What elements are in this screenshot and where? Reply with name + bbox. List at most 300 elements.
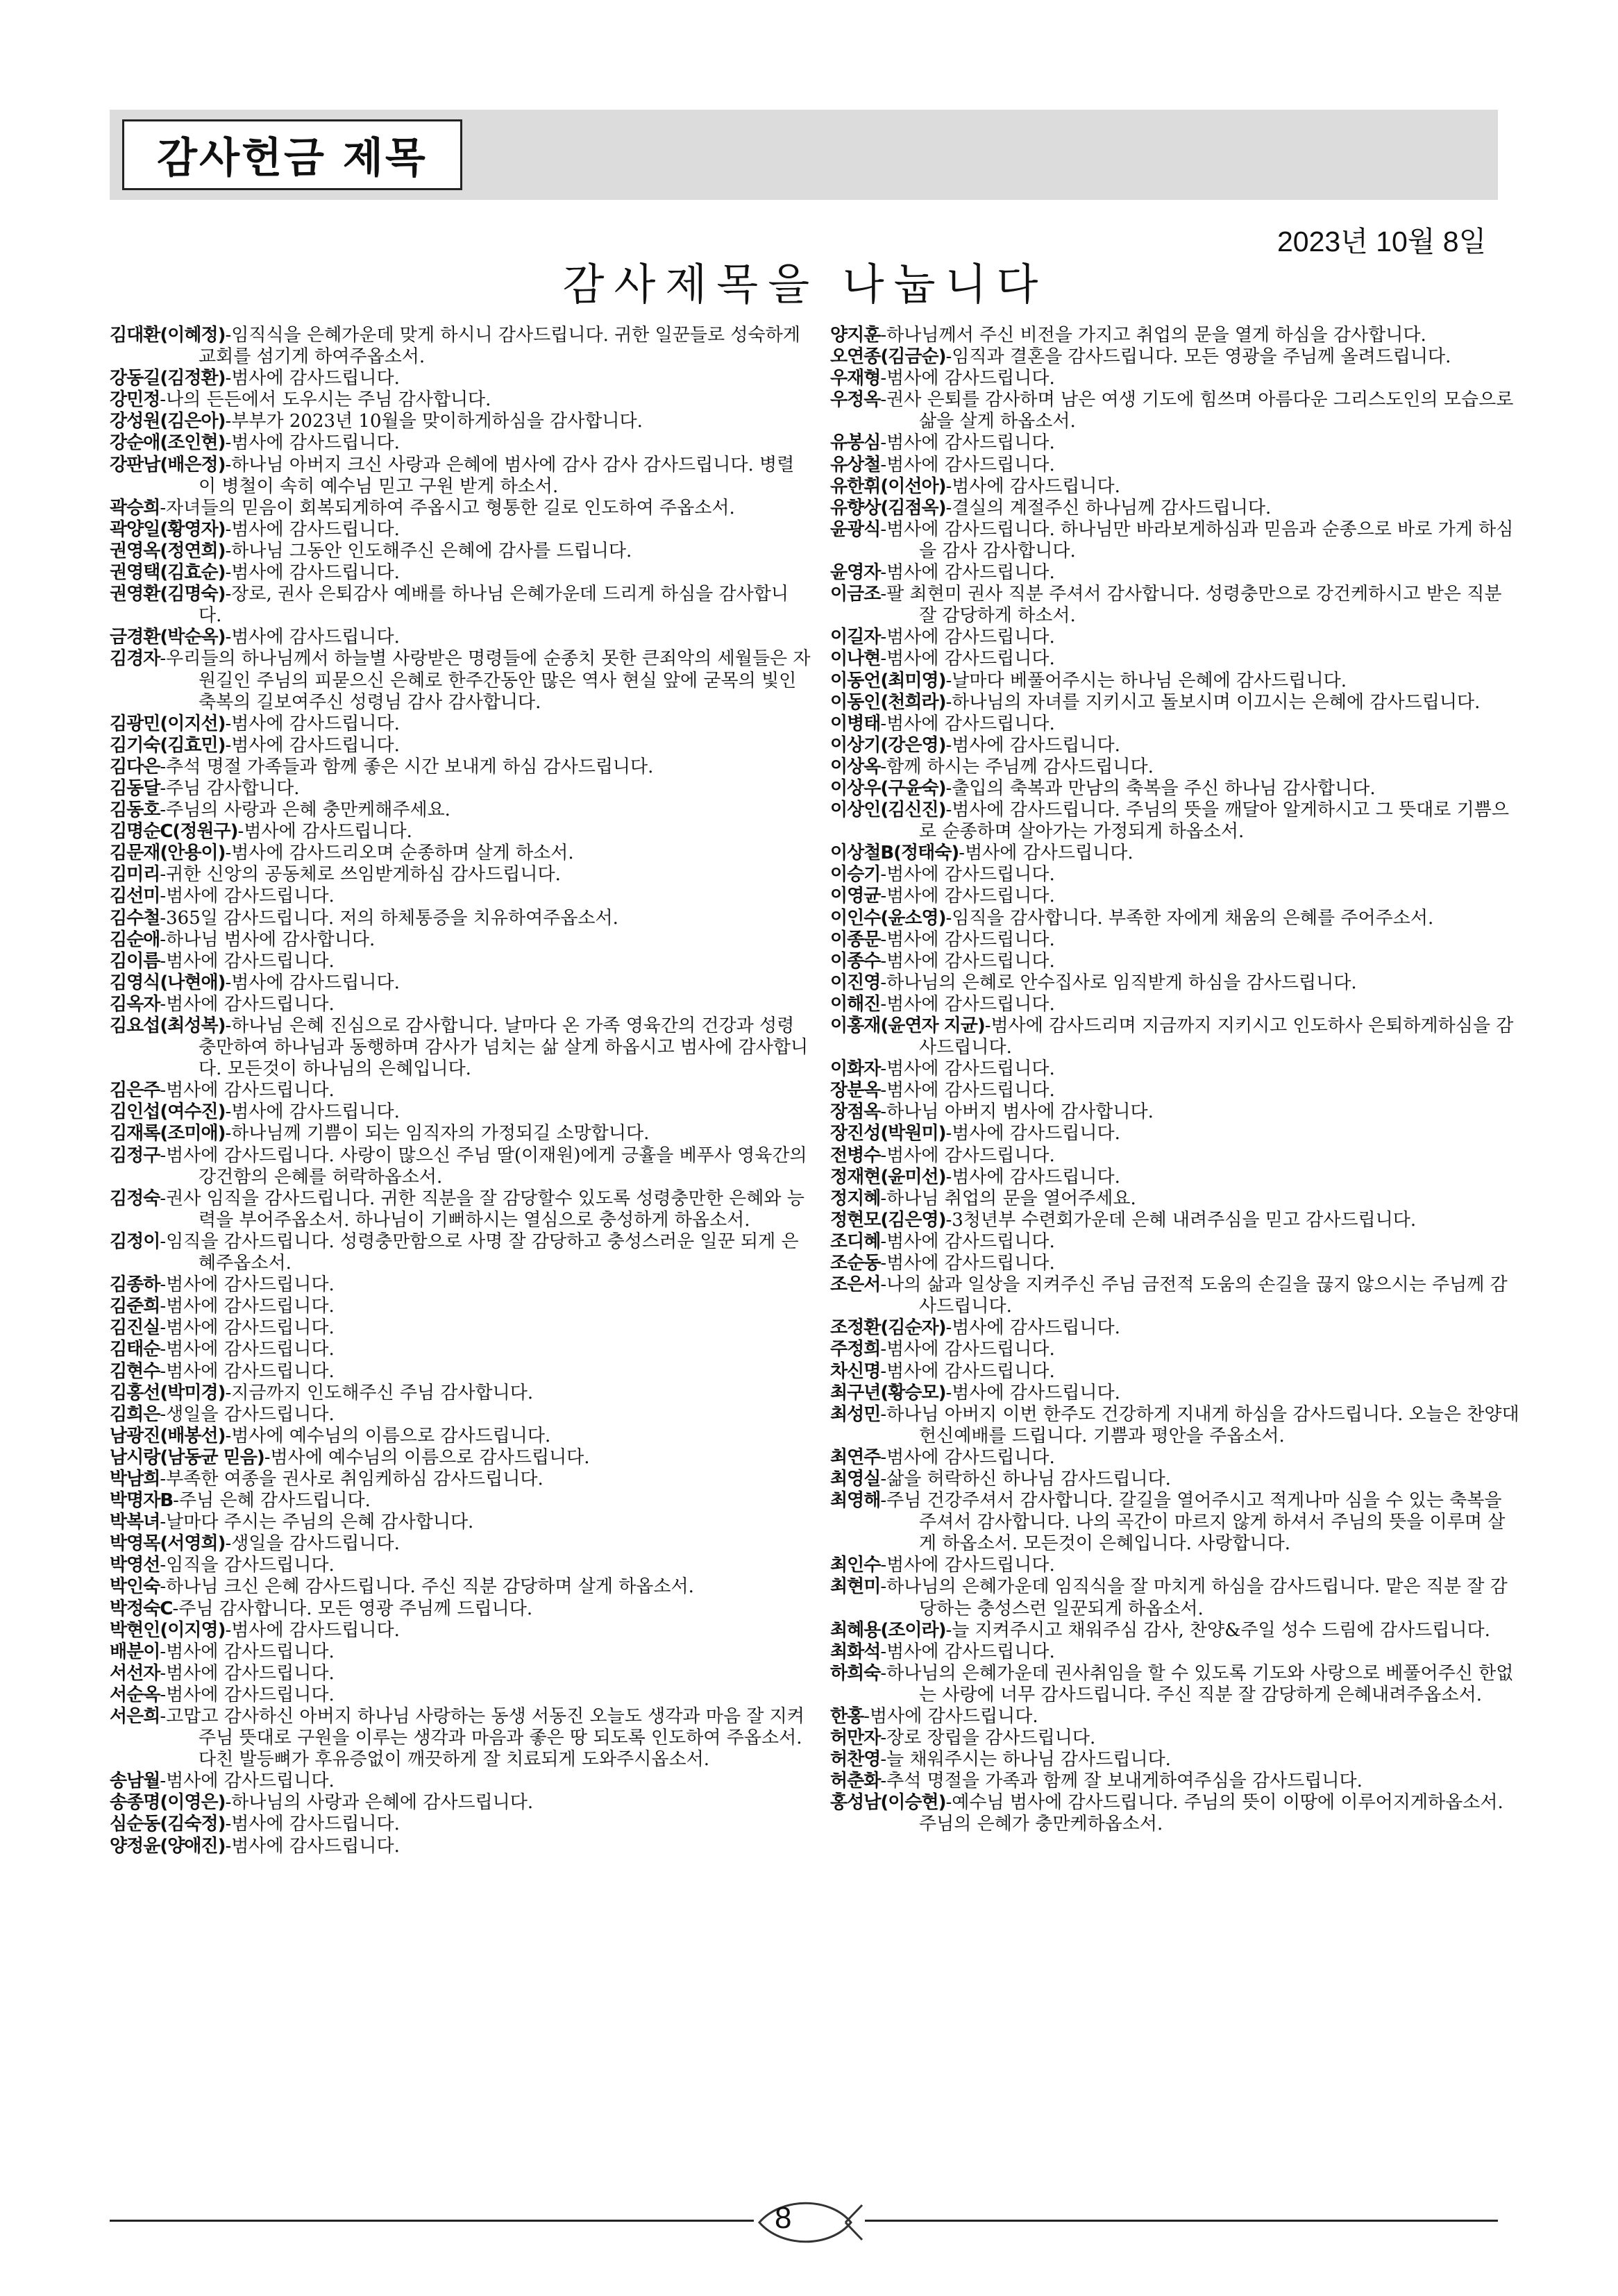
entry-text: -주님 은혜 감사드립니다. [173, 1490, 371, 1512]
entry-text: -범사에 감사드립니다. [880, 1360, 1055, 1382]
entry-name: 허만자 [830, 1728, 881, 1749]
thanksgiving-entry [110, 1015, 811, 1080]
entry-name: 김다은 [110, 756, 160, 777]
entry-text: -하나님의 은혜가운데 임직식을 잘 마치게 하심을 감사드립니다. 맡은 직분 잘 감당하는 충성스런 일꾼되게 하옵소서. [880, 1576, 1508, 1619]
thanksgiving-entry [110, 757, 811, 778]
thanksgiving-entry [830, 1274, 1521, 1317]
entry-name: 조디혜 [830, 1231, 881, 1252]
entry-text: -범사에 감사드립니다. [160, 1339, 335, 1360]
title-box [122, 119, 462, 190]
entry-name: 권영택(김효순) [110, 562, 226, 584]
thanksgiving-entry [110, 1576, 811, 1598]
thanksgiving-entry [110, 1620, 811, 1641]
entry-name: 장점옥 [830, 1101, 881, 1123]
thanksgiving-entry [830, 1749, 1521, 1771]
thanksgiving-entry [110, 1123, 811, 1145]
entry-text: -범사에 감사드립니다. [880, 1446, 1055, 1468]
thanksgiving-entry [830, 1447, 1521, 1469]
thanksgiving-entry [830, 1231, 1521, 1253]
entry-text: -범사에 감사드립니다. [945, 1382, 1120, 1403]
entry-name: 최영해 [830, 1490, 881, 1512]
thanksgiving-entry [830, 843, 1521, 864]
entry-name: 김선미 [110, 886, 160, 907]
entry-text: -범사에 감사드립니다. [880, 864, 1055, 886]
thanksgiving-entry [830, 1728, 1521, 1749]
thanksgiving-entry [830, 1015, 1521, 1058]
entry-text: -범사에 감사드립니다. [880, 993, 1055, 1015]
entry-name: 윤영자 [830, 562, 881, 584]
entry-name: 양지훈 [830, 325, 881, 346]
entry-name: 최혜용(조이라) [830, 1619, 946, 1641]
thanksgiving-entry [110, 1231, 811, 1274]
entry-name: 김이름 [110, 950, 160, 972]
thanksgiving-entry [830, 1771, 1521, 1792]
entry-text: -범사에 감사드립니다. [945, 1317, 1120, 1339]
thanksgiving-entry [110, 1296, 811, 1317]
entry-text: -하나님 취업의 문을 열어주세요. [880, 1188, 1136, 1209]
entry-name: 이동인(천희라) [830, 691, 946, 713]
thanksgiving-entry [110, 1361, 811, 1383]
entry-name: 우정옥 [830, 389, 881, 411]
thanksgiving-entry [830, 714, 1521, 735]
entry-text: -생일을 감사드립니다. [160, 1403, 335, 1425]
thanksgiving-entry [110, 1317, 811, 1339]
entry-text: -범사에 감사드립니다. [225, 518, 400, 540]
entry-text: -하나님 은혜 진심으로 감사합니다. 날마다 온 가족 영육간의 건강과 성령충만하여 하나님과 동행하며 감사가 넘치는 삶 살게 하옵시고 범사에 감사합니다. 모든것이 하나님의 은혜입니다. [199, 1015, 809, 1080]
entry-name: 권영옥(정연희) [110, 540, 226, 562]
entry-name: 김홍선(박미경) [110, 1382, 226, 1403]
entry-text: -하나님 아버지 범사에 감사합니다. [880, 1101, 1154, 1123]
thanksgiving-entry [830, 1555, 1521, 1576]
entry-text: -범사에 감사드립니다. [160, 1274, 335, 1296]
thanksgiving-entry [110, 389, 811, 411]
entry-text: -하나님 아버지 크신 사랑과 은혜에 범사에 감사 감사 감사드립니다. 병렬이 병철이 속히 예수님 믿고 구원 받게 하소서. [199, 454, 795, 497]
entry-name: 박정숙C [110, 1598, 173, 1619]
entry-name: 김대환(이혜정) [110, 325, 226, 346]
entry-name: 박명자B [110, 1490, 174, 1512]
entry-text: -늘 채워주시는 하나님 감사드립니다. [880, 1749, 1171, 1771]
entry-name: 하희숙 [830, 1662, 881, 1684]
entry-name: 곽양일(황영자) [110, 518, 226, 540]
entry-text: -범사에 감사드립니다. [880, 713, 1055, 734]
thanksgiving-entry [830, 778, 1521, 800]
thanksgiving-entry [110, 1469, 811, 1490]
entry-name: 김순애 [110, 929, 160, 950]
entry-name: 이종수 [830, 950, 881, 972]
entry-name: 서순옥 [110, 1684, 160, 1705]
entry-name: 박인숙 [110, 1576, 160, 1598]
entry-name: 금경환(박순옥) [110, 627, 226, 648]
entry-text: -범사에 감사드립니다. [160, 1317, 335, 1339]
thanksgiving-entry [110, 1490, 811, 1512]
entry-name: 김미리 [110, 864, 160, 886]
entry-text: -범사에 감사드립니다. [160, 1080, 335, 1101]
entry-name: 정재현(윤미선) [830, 1166, 946, 1188]
entry-name: 이상인(김신진) [830, 800, 946, 821]
entry-text: -범사에 감사드립니다. [160, 1662, 335, 1684]
entry-text: -결실의 계절주신 하나님께 감사드립니다. [945, 497, 1272, 518]
thanksgiving-entry [110, 1447, 811, 1469]
thanksgiving-entry [830, 757, 1521, 778]
thanksgiving-entry [110, 562, 811, 584]
entry-text: -나의 삶과 일상을 지켜주신 주님 금전적 도움의 손길을 끊지 않으시는 주님께 감사드립니다. [880, 1274, 1508, 1317]
thanksgiving-entry [830, 1145, 1521, 1167]
entry-text: -범사에 감사드립니다. [880, 627, 1055, 648]
entry-text: -날마다 주시는 주님의 은혜 감사합니다. [160, 1512, 474, 1533]
thanksgiving-entry [830, 1080, 1521, 1101]
entry-name: 김재록(조미애) [110, 1123, 226, 1145]
thanksgiving-entry [110, 1706, 811, 1771]
entry-text: -범사에 감사드립니다. [225, 1814, 400, 1835]
thanksgiving-entry [830, 1123, 1521, 1145]
entry-name: 박남희 [110, 1468, 160, 1489]
entry-name: 차신명 [830, 1360, 881, 1382]
page-number-badge [754, 2195, 865, 2249]
thanksgiving-entry [830, 1706, 1521, 1728]
entry-text: -범사에 감사드립니다. [880, 1231, 1055, 1252]
entry-name: 최구년(황승모) [830, 1382, 946, 1403]
thanksgiving-entry [110, 800, 811, 821]
thanksgiving-entry [830, 1383, 1521, 1404]
thanksgiving-entry [110, 541, 811, 562]
entry-text: -추석 명절 가족들과 함께 좋은 시간 보내게 하심 감사드립니다. [160, 756, 654, 777]
entry-text: -범사에 감사드립니다. [945, 734, 1120, 756]
thanksgiving-entry [110, 584, 811, 627]
entry-name: 이상기(강은영) [830, 734, 946, 756]
entry-name: 장진성(박원미) [830, 1123, 946, 1145]
subtitle: 감사제목을 나눕니다 [562, 259, 1048, 310]
thanksgiving-entry [110, 929, 811, 951]
page-title: 감사헌금 제목 [157, 134, 428, 183]
thanksgiving-entry [110, 886, 811, 907]
entry-name: 조순동 [830, 1253, 881, 1274]
thanksgiving-entry [830, 670, 1521, 692]
thanksgiving-entry [830, 519, 1521, 562]
entry-name: 조은서 [830, 1274, 881, 1296]
entry-text: -하나님 범사에 감사합니다. [160, 929, 376, 950]
entry-text: -주님의 사랑과 은혜 충만케해주세요. [160, 800, 450, 821]
thanksgiving-entry [830, 908, 1521, 929]
thanksgiving-entry [110, 368, 811, 389]
entry-text: -범사에 감사드립니다. [880, 432, 1055, 454]
entry-name: 최성민 [830, 1403, 881, 1425]
thanksgiving-entry [110, 1080, 811, 1101]
thanksgiving-entry [110, 1555, 811, 1576]
entry-name: 이나현 [830, 648, 881, 670]
entry-name: 김희은 [110, 1403, 160, 1425]
date: 2023년 10월 8일 [1277, 226, 1487, 258]
entry-text: -장로 장립을 감사드립니다. [880, 1728, 1096, 1749]
thanksgiving-entry [830, 1188, 1521, 1210]
entry-name: 전병수 [830, 1145, 881, 1166]
fish-icon [754, 2195, 865, 2249]
entry-text: -범사에 감사드립니다. [880, 950, 1055, 972]
entry-name: 이상옥 [830, 756, 881, 777]
entry-name: 유상철 [830, 454, 881, 475]
entry-text: -범사에 감사드립니다. [225, 368, 400, 389]
entry-name: 김인섭(여수진) [110, 1101, 226, 1123]
thanksgiving-entry [830, 1317, 1521, 1339]
entry-text: -범사에 감사드립니다. [880, 1641, 1055, 1662]
entry-name: 김기숙(김효민) [110, 734, 226, 756]
entry-text: -범사에 감사드립니다. [880, 929, 1055, 950]
entry-name: 이동언(최미영) [830, 670, 946, 691]
entry-text: -범사에 감사드립니다. [225, 1101, 400, 1123]
entry-text: -범사에 감사드립니다. [863, 1706, 1038, 1727]
entry-name: 박영목(서영희) [110, 1533, 226, 1555]
entry-text: -임직을 감사드립니다. 성령충만함으로 사명 잘 감당하고 충성스러운 일꾼 되게 은혜주옵소서. [160, 1231, 799, 1274]
entry-text: -범사에 예수님의 이름으로 감사드립니다. [225, 1425, 551, 1446]
entry-name: 이길자 [830, 627, 881, 648]
thanksgiving-entry [830, 972, 1521, 994]
entry-text: -하나님 크신 은혜 감사드립니다. 주신 직분 감당하며 살게 하옵소서. [160, 1576, 694, 1598]
thanksgiving-entry [110, 627, 811, 648]
entry-name: 김동호 [110, 800, 160, 821]
thanksgiving-entry [830, 864, 1521, 886]
thanksgiving-entry [110, 735, 811, 757]
entry-name: 양정윤(양애진) [110, 1835, 226, 1857]
entry-text: -범사에 감사드립니다. [880, 1058, 1055, 1080]
entry-text: -주님 감사합니다. [160, 777, 300, 799]
thanksgiving-entry [830, 562, 1521, 584]
entry-name: 김준희 [110, 1296, 160, 1317]
entry-name: 이승기 [830, 864, 881, 886]
thanksgiving-entry [830, 800, 1521, 843]
entry-name: 정현모(김은영) [830, 1209, 946, 1231]
thanksgiving-entry [110, 994, 811, 1015]
entry-text: -부부가 2023년 10월을 맞이하게하심을 감사합니다. [225, 411, 643, 432]
entry-name: 이상철B(정태숙) [830, 843, 959, 864]
entry-text: -범사에 감사드립니다. [880, 1145, 1055, 1166]
entry-text: -나의 든든에서 도우시는 주님 감사합니다. [160, 389, 491, 411]
entry-name: 조정환(김순자) [830, 1317, 946, 1339]
thanksgiving-entry [830, 1210, 1521, 1231]
entry-text: -날마다 베풀어주시는 하나님 은혜에 감사드립니다. [945, 670, 1347, 691]
thanksgiving-entry [110, 1533, 811, 1555]
entry-text: -범사에 감사드립니다. [880, 562, 1055, 584]
thanksgiving-entry [110, 1792, 811, 1814]
entry-text: -범사에 감사드립니다. [160, 1684, 335, 1705]
thanksgiving-entry [110, 1101, 811, 1123]
entry-text: -임직식을 은혜가운데 맞게 하시니 감사드립니다. 귀한 일꾼들로 성숙하게 교회를 섬기게 하여주옵소서. [199, 325, 800, 368]
entry-text: -임직을 감사드립니다. [160, 1555, 335, 1576]
entry-text: -범사에 예수님의 이름으로 감사드립니다. [264, 1446, 590, 1468]
entry-name: 김종하 [110, 1274, 160, 1296]
thanksgiving-entry [830, 1361, 1521, 1383]
thanksgiving-entry [110, 1771, 811, 1792]
right-column [830, 325, 1521, 1836]
entry-name: 오연종(김금순) [830, 346, 946, 368]
entry-text: -지금까지 인도해주신 주님 감사합니다. [225, 1382, 534, 1403]
thanksgiving-entry [830, 1058, 1521, 1080]
entry-name: 최화석 [830, 1641, 881, 1662]
entry-name: 김광민(이지선) [110, 713, 226, 734]
entry-text: -범사에 감사드립니다. [160, 1296, 335, 1317]
entry-name: 김은주 [110, 1080, 160, 1101]
entry-name: 이홍재(윤연자 지균) [830, 1015, 985, 1036]
entry-text: -범사에 감사드립니다. [225, 1619, 400, 1641]
entry-text: -하나님 그동안 인도해주신 은혜에 감사를 드립니다. [225, 540, 632, 562]
entry-name: 홍성남(이승현) [830, 1792, 946, 1814]
entry-name: 유봉심 [830, 432, 881, 454]
thanksgiving-entry [830, 692, 1521, 714]
thanksgiving-entry [110, 648, 811, 713]
thanksgiving-entry [830, 584, 1521, 627]
entry-text: -권사 은퇴를 감사하며 남은 여생 기도에 힘쓰며 아름다운 그리스도인의 모습으로 삶을 살게 하옵소서. [880, 389, 1514, 432]
thanksgiving-entry [110, 519, 811, 541]
entry-name: 강민정 [110, 389, 160, 411]
entry-name: 김정이 [110, 1231, 160, 1252]
entry-text: -범사에 감사드립니다. [160, 950, 335, 972]
entry-text: -범사에 감사드립니다. [880, 1339, 1055, 1360]
thanksgiving-entry [830, 1490, 1521, 1555]
entry-name: 정지혜 [830, 1188, 881, 1209]
entry-name: 송남월 [110, 1771, 160, 1792]
entry-name: 김진실 [110, 1317, 160, 1339]
entry-name: 최인수 [830, 1555, 881, 1576]
entry-name: 남광진(배봉선) [110, 1425, 226, 1446]
entry-name: 강판남(배은정) [110, 454, 226, 475]
entry-text: -범사에 감사드립니다. [225, 734, 400, 756]
entry-name: 김명순C(정원구) [110, 821, 238, 843]
entry-name: 이금조 [830, 584, 881, 605]
thanksgiving-entry [830, 1101, 1521, 1123]
entry-name: 박복녀 [110, 1512, 160, 1533]
thanksgiving-entry [830, 1339, 1521, 1360]
entry-name: 곽승희 [110, 497, 160, 518]
thanksgiving-entry [110, 1641, 811, 1663]
entry-name: 이상우(구윤숙) [830, 777, 946, 799]
entry-name: 심순동(김숙정) [110, 1814, 226, 1835]
entry-name: 김옥자 [110, 993, 160, 1015]
thanksgiving-entry [830, 929, 1521, 951]
entry-name: 김정구 [110, 1145, 160, 1166]
thanksgiving-entry [110, 1685, 811, 1706]
entry-text: -추석 명절을 가족과 함께 잘 보내게하여주심을 감사드립니다. [880, 1771, 1363, 1792]
thanksgiving-entry [830, 1576, 1521, 1619]
entry-name: 박현인(이지영) [110, 1619, 226, 1641]
entry-text: -부족한 여종을 권사로 취임케하심 감사드립니다. [160, 1468, 543, 1489]
entry-name: 이해진 [830, 993, 881, 1015]
entry-text: -우리들의 하나님께서 하늘별 사랑받은 명령들에 순종치 못한 큰죄악의 세월들은 자원길인 주님의 피묻으신 은혜로 한주간동안 많은 역사 현실 앞에 굳목의 빛인 축복의 길보여주신 성령님 감사 감사합니다. [160, 648, 811, 713]
entry-text: -범사에 감사드립니다. [880, 1253, 1055, 1274]
thanksgiving-entry [830, 735, 1521, 757]
entry-text: -범사에 감사드립니다. [959, 843, 1134, 864]
entry-name: 남시랑(남동균 믿음) [110, 1446, 264, 1468]
thanksgiving-entry [110, 821, 811, 843]
thanksgiving-entry [830, 994, 1521, 1015]
entry-text: -범사에 감사드리며 지금까지 지키시고 인도하사 은퇴하게하심을 감사드립니다. [919, 1015, 1514, 1058]
entry-text: -하나님의 자녀를 지키시고 돌보시며 이끄시는 은혜에 감사드립니다. [945, 691, 1481, 713]
thanksgiving-entry [110, 972, 811, 994]
entry-name: 서선자 [110, 1662, 160, 1684]
entry-name: 주정희 [830, 1339, 881, 1360]
entry-name: 최연주 [830, 1446, 881, 1468]
entry-text: -주님 건강주셔서 감사합니다. 갈길을 열어주시고 적게나마 심을 수 있는 축복을 주셔서 감사합니다. 나의 곡간이 마르지 않게 하셔서 주님의 뜻을 이루며 살게 하옵소서. 모든것이 은혜입니다. 사랑합니다. [880, 1490, 1506, 1555]
thanksgiving-entry [830, 648, 1521, 670]
thanksgiving-entry [830, 1620, 1521, 1641]
thanksgiving-entry [110, 908, 811, 929]
thanksgiving-entry [110, 455, 811, 498]
entry-text: -범사에 감사드립니다. [945, 1123, 1120, 1145]
thanksgiving-entry [830, 455, 1521, 476]
entry-text: -범사에 감사드립니다. [225, 627, 400, 648]
entry-text: -범사에 감사드립니다. 하나님만 바라보게하심과 믿음과 순종으로 바로 가게 하심을 감사 감사합니다. [880, 518, 1514, 562]
entry-text: -임직을 감사합니다. 부족한 자에게 채움의 은혜를 주어주소서. [945, 907, 1434, 929]
entry-name: 서은희 [110, 1706, 160, 1727]
entry-text: -범사에 감사드립니다. [225, 432, 400, 454]
entry-name: 이진영 [830, 972, 881, 993]
entry-name: 김영식(나현애) [110, 972, 226, 993]
entry-name: 박영선 [110, 1555, 160, 1576]
entry-name: 이종문 [830, 929, 881, 950]
thanksgiving-entry [110, 1339, 811, 1360]
thanksgiving-entry [830, 1404, 1521, 1447]
entry-text: -범사에 감사드립니다. [225, 1835, 400, 1857]
entry-name: 김현수 [110, 1360, 160, 1382]
thanksgiving-entry [110, 1426, 811, 1447]
entry-text: -범사에 감사드립니다. [945, 475, 1120, 497]
left-column [110, 325, 811, 1857]
entry-text: -하나님의 은혜로 안수집사로 임직받게 하심을 감사드립니다. [880, 972, 1357, 993]
entry-text: -범사에 감사드립니다. [160, 993, 335, 1015]
entry-name: 강성원(김은아) [110, 411, 226, 432]
entry-text: -범사에 감사드립니다. [880, 454, 1055, 475]
entry-name: 이병태 [830, 713, 881, 734]
entry-text: -하나님의 은혜가운데 권사취임을 할 수 있도록 기도와 사랑으로 베풀어주신 한없는 사랑에 너무 감사드립니다. 주신 직분 잘 감당하게 은혜내려주옵소서. [880, 1662, 1514, 1705]
entry-text: -자녀들의 믿음이 회복되게하여 주옵시고 형통한 길로 인도하여 주옵소서. [160, 497, 735, 518]
thanksgiving-entry [110, 1274, 811, 1296]
thanksgiving-entry [110, 1188, 811, 1231]
thanksgiving-entry [830, 1253, 1521, 1274]
thanksgiving-entry [830, 476, 1521, 498]
entry-name: 김태순 [110, 1339, 160, 1360]
entry-name: 김요섭(최성복) [110, 1015, 226, 1036]
entry-text: -늘 지켜주시고 채워주심 감사, 찬양&주일 성수 드림에 감사드립니다. [945, 1619, 1490, 1641]
entry-name: 유한휘(이선아) [830, 475, 946, 497]
entry-text: -귀한 신앙의 공동체로 쓰임받게하심 감사드립니다. [160, 864, 561, 886]
thanksgiving-entry [830, 886, 1521, 907]
entry-name: 배분이 [110, 1641, 160, 1662]
thanksgiving-entry [110, 325, 811, 368]
thanksgiving-entry [830, 498, 1521, 519]
thanksgiving-entry [110, 714, 811, 735]
thanksgiving-entry [110, 432, 811, 454]
thanksgiving-entry [110, 1663, 811, 1685]
thanksgiving-entry [110, 843, 811, 864]
entry-text: -범사에 감사드립니다. 주님의 뜻을 깨달아 알게하시고 그 뜻대로 기쁨으로 순종하며 살아가는 가정되게 하옵소서. [919, 800, 1510, 843]
entry-text: -범사에 감사드립니다. [237, 821, 412, 843]
thanksgiving-entry [830, 325, 1521, 346]
entry-name: 유향상(김점옥) [830, 497, 946, 518]
entry-name: 김정숙 [110, 1188, 160, 1209]
entry-text: -3청년부 수련회가운데 은혜 내려주심을 믿고 감사드립니다. [945, 1209, 1417, 1231]
page-number: 8 [775, 2201, 792, 2235]
entry-text: -권사 임직을 감사드립니다. 귀한 직분을 잘 감당할수 있도록 성령충만한 은혜와 능력을 부어주옵소서. 하나님이 기뻐하시는 열심으로 충성하게 하옵소서. [160, 1188, 804, 1231]
entry-text: -범사에 감사드립니다. [880, 648, 1055, 670]
entry-name: 강동길(김정환) [110, 368, 226, 389]
thanksgiving-entry [830, 1469, 1521, 1490]
thanksgiving-entry [110, 411, 811, 432]
entry-text: -삶을 허락하신 하나님 감사드립니다. [880, 1468, 1171, 1489]
entry-text: -하나님께서 주신 비전을 가지고 취업의 문을 열게 하심을 감사합니다. [880, 325, 1426, 346]
thanksgiving-entry [830, 368, 1521, 389]
entry-text: -범사에 감사드립니다. [880, 1555, 1055, 1576]
entry-name: 이인수(윤소영) [830, 907, 946, 929]
thanksgiving-entry [830, 627, 1521, 648]
entry-text: -범사에 감사드립니다. [880, 886, 1055, 907]
entry-text: -장로, 권사 은퇴감사 예배를 하나님 은혜가운데 드리게 하심을 감사합니다. [199, 584, 789, 627]
